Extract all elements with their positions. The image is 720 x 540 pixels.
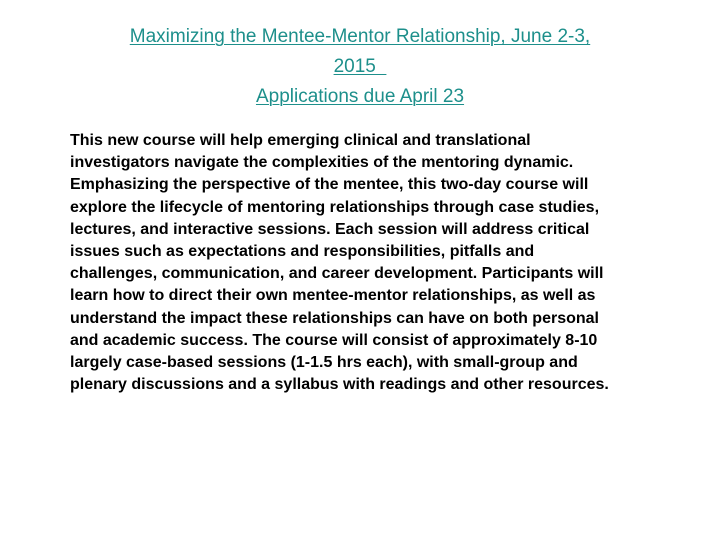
title-line-2[interactable]: 2015 (333, 56, 387, 77)
description-line: explore the lifecycle of mentoring relationships through case studies, (70, 198, 600, 216)
description-line: largely case-based sessions (1-1.5 hrs each), with small-group and (70, 354, 578, 372)
description-line: investigators navigate the complexities of the mentoring dynamic. (70, 154, 574, 172)
page-title[interactable] (0, 22, 720, 112)
description-line: Emphasizing the perspective of the mentee, this two-day course will (70, 176, 589, 194)
title-line-1[interactable]: Maximizing the Mentee-Mentor Relationship, June 2-3, (129, 26, 591, 47)
description-line: learn how to direct their own mentee-mentor relationships, as well as (70, 287, 596, 305)
description-line: understand the impact these relationships can have on both personal (70, 309, 599, 327)
description-line: lectures, and interactive sessions. Each session will address critical (70, 220, 590, 238)
title-line-3[interactable]: Applications due April 23 (255, 86, 465, 107)
course-description (70, 130, 690, 396)
description-line: and academic success. The course will consist of approximately 8-10 (70, 331, 598, 349)
description-line: issues such as expectations and responsibilities, pitfalls and (70, 243, 535, 261)
description-line: challenges, communication, and career development. Participants will (70, 265, 604, 283)
description-line: This new course will help emerging clinical and translational (70, 132, 531, 149)
description-line: plenary discussions and a syllabus with readings and other resources. (70, 376, 609, 394)
